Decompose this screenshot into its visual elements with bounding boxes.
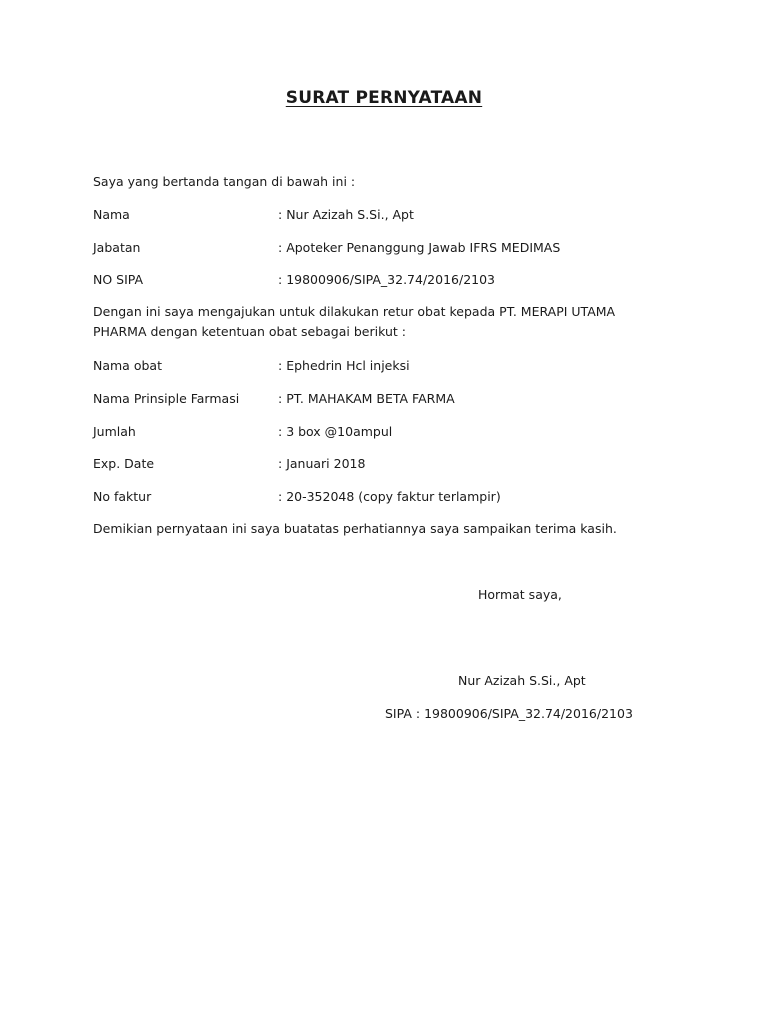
signature-greeting: Hormat saya, <box>478 587 562 602</box>
item-field-jumlah <box>93 422 392 442</box>
field-label: Nama obat <box>93 358 162 373</box>
field-value: : PT. MAHAKAM BETA FARMA <box>278 391 455 406</box>
field-value: : 19800906/SIPA_32.74/2016/2103 <box>278 272 495 287</box>
field-value: : Nur Azizah S.Si., Apt <box>278 207 414 222</box>
item-field-nama-obat <box>93 356 410 376</box>
field-value: : 3 box @10ampul <box>278 424 392 439</box>
field-value: : Januari 2018 <box>278 456 365 471</box>
field-label: Jabatan <box>93 240 141 255</box>
field-label: Nama Prinsiple Farmasi <box>93 391 240 406</box>
document-title: SURAT PERNYATAAN <box>285 88 483 108</box>
field-label: Jumlah <box>93 424 136 439</box>
field-label: No faktur <box>93 489 152 504</box>
field-value: : Ephedrin Hcl injeksi <box>278 358 410 373</box>
item-field-prinsiple-farmasi <box>93 389 455 409</box>
field-label: Exp. Date <box>93 456 155 471</box>
item-field-no-faktur <box>93 487 501 507</box>
field-label: Nama <box>93 207 130 222</box>
intro-text: Saya yang bertanda tangan di bawah ini : <box>93 174 356 189</box>
item-field-exp-date <box>93 454 365 474</box>
field-label: NO SIPA <box>93 272 144 287</box>
identity-field-nama <box>93 205 414 225</box>
signature-sipa: SIPA : 19800906/SIPA_32.74/2016/2103 <box>385 706 633 721</box>
statement-paragraph: Dengan ini saya mengajukan untuk dilakukan retur obat kepada PT. MERAPI UTAMA PHARMA dengan ketentuan obat sebagai berikut : <box>93 304 616 339</box>
identity-field-jabatan <box>93 238 560 258</box>
field-value: : Apoteker Penanggung Jawab IFRS MEDIMAS <box>278 240 560 255</box>
signature-name: Nur Azizah S.Si., Apt <box>458 673 586 688</box>
closing-text: Demikian pernyataan ini saya buatatas perhatiannya saya sampaikan terima kasih. <box>93 521 617 536</box>
identity-field-no-sipa <box>93 270 495 290</box>
field-value: : 20-352048 (copy faktur terlampir) <box>278 489 501 504</box>
